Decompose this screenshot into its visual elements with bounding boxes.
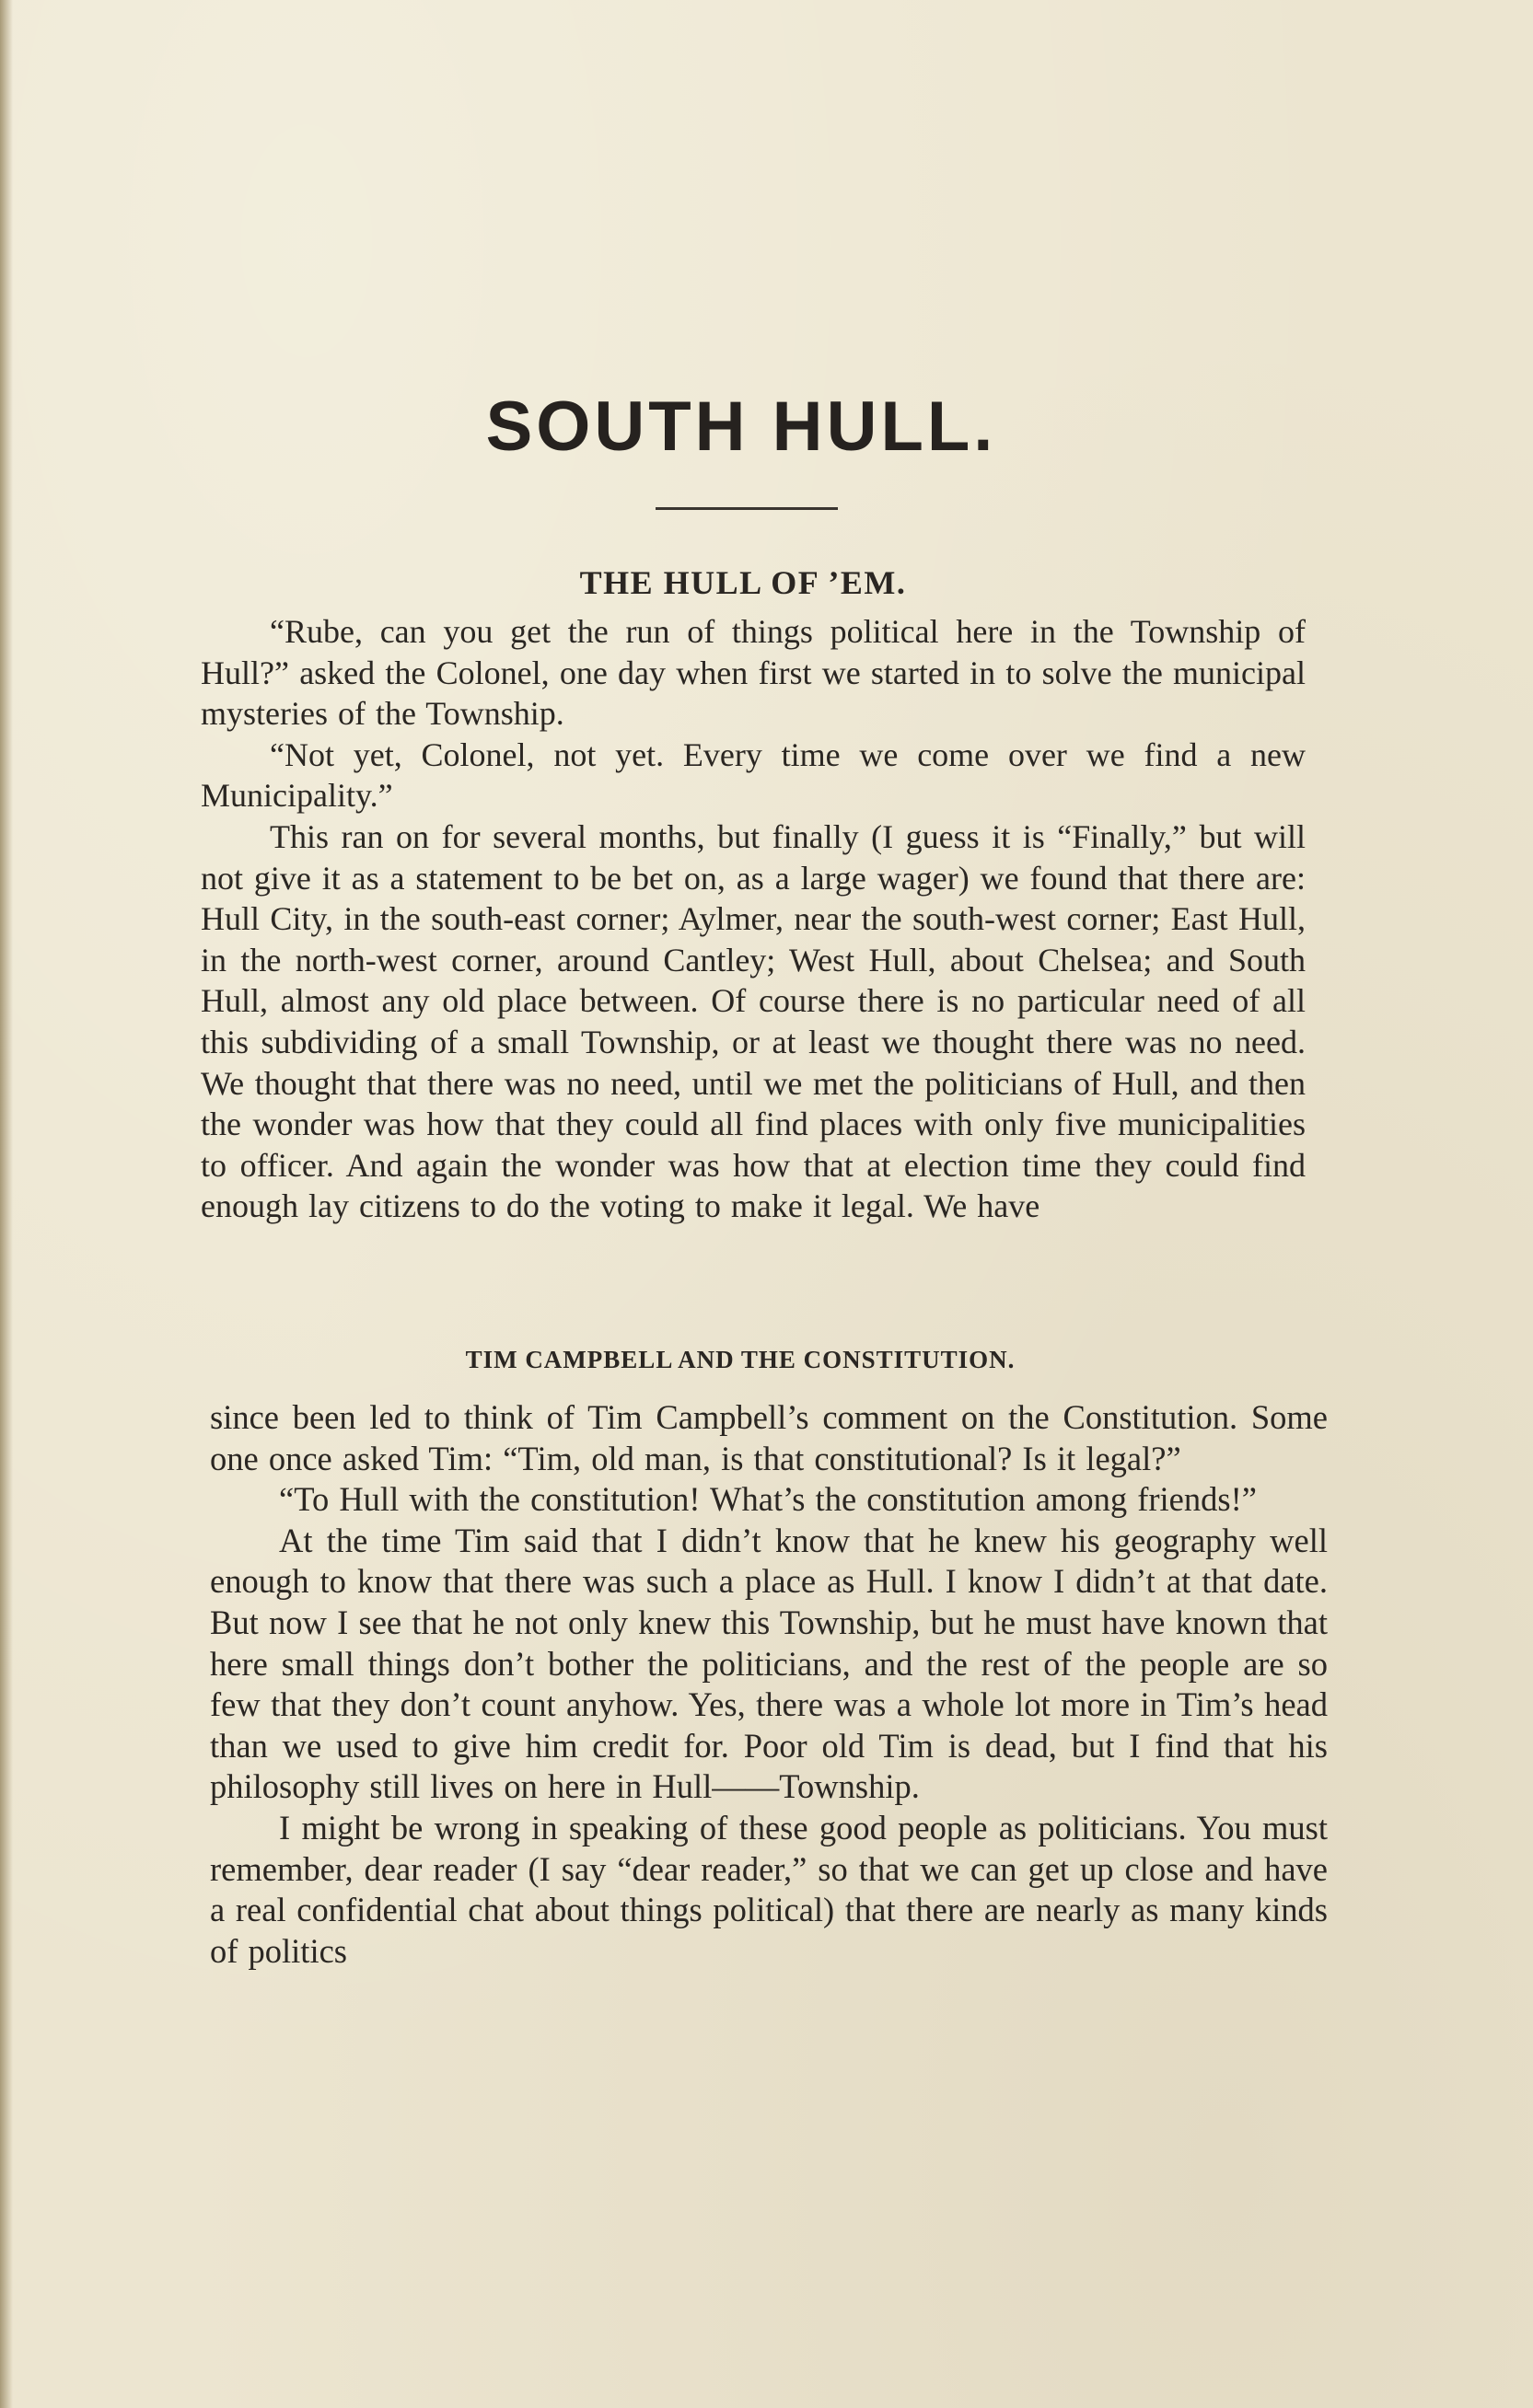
paragraph: At the time Tim said that I didn’t know that he knew his geography well enough to know that there was such a place as Hull. I know I didn’t at that date. But now I see that he not only knew this Township, but he must have known that here small things don’t bother the politicians, and the rest of the people are so few that they don’t count anyhow. Yes, there was a whole lot more in Tim’s head than we used to give him credit for. Poor old Tim is dead, but I find that his philosophy still lives on here in Hull——Township. <box>210 1521 1328 1806</box>
paragraph: since been led to think of Tim Campbell’s comment on the Constitution. Some one once asked Tim: “Tim, old man, is that constitutional? Is it legal?” <box>210 1398 1328 1477</box>
paragraph: “Not yet, Colonel, not yet. Every time we come over we find a new Municipality.” <box>201 735 1306 815</box>
page-gutter-shadow <box>0 0 13 2408</box>
text-block-second <box>210 1397 1328 1972</box>
section-title: THE HULL OF ’EM. <box>579 564 907 601</box>
paragraph: This ran on for several months, but finally (I guess it is “Finally,” but will not give it as a statement to be bet on, as a large wager) we found that there are: Hull City, in the south-east corner; Aylmer, near the south-west corner; East Hull, in the north-west corner, around Cantley; West Hull, about Chelsea; and South Hull, almost any old place between. Of course there is no particular need of all this subdividing of a small Township, or at least we thought there was no need. We thought that there was no need, until we met the politicians of Hull, and then the wonder was how that they could all find places with only five municipalities to officer. And again the wonder was how that at election time they could find enough lay citizens to do the voting to make it legal. We have <box>201 817 1306 1225</box>
text-block-first <box>201 611 1306 1227</box>
title-rule <box>656 507 838 510</box>
paragraph: “To Hull with the constitution! What’s the constitution among friends!” <box>279 1480 1257 1519</box>
paragraph: “Rube, can you get the run of things political here in the Township of Hull?” asked the Colonel, one day when first we started in to solve the municipal mysteries of the Township. <box>201 613 1306 733</box>
paragraph: I might be wrong in speaking of these good people as politicians. You must remember, dear reader (I say “dear reader,” so that we can get up close and have a real confidential chat about things political) that there are nearly as many kinds of politics <box>210 1808 1328 1970</box>
page-title: SOUTH HULL. <box>485 388 997 466</box>
sidenote-heading: TIM CAMPBELL AND THE CONSTITUTION. <box>465 1346 1016 1373</box>
